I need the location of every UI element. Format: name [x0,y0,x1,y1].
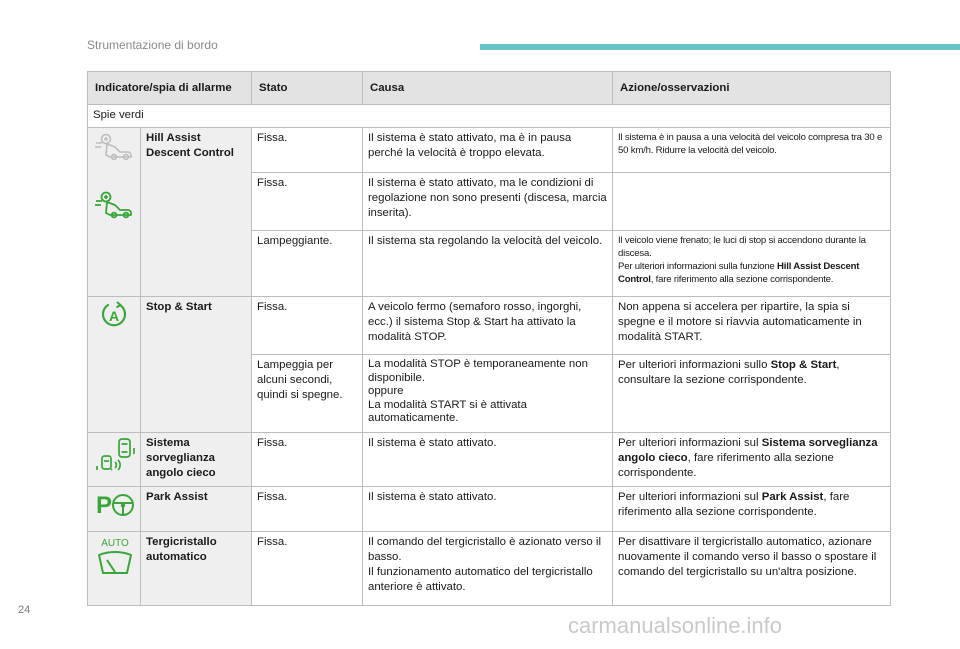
blind-action-text: Per ulteriori informazioni sul [618,437,759,449]
hill-descent-icon [93,131,135,161]
park-action-bold: Park Assist [761,491,824,503]
hill-r3-action-tail: , fare riferimento alla sezione corrispondente. [650,274,834,285]
stop-r2-cause [363,355,613,433]
hill-r1-cause: Il sistema è stato attivato, ma è in pausa perché la velocità è troppo elevata. [363,128,613,173]
wiper-state: Fissa. [252,532,363,606]
hill-r3-state: Lampeggiante. [252,231,363,297]
table-row [88,128,891,173]
park-action-text: Per ulteriori informazioni sul [618,491,759,503]
wiper-cause [363,532,613,606]
hill-r3-cause: Il sistema sta regolando la velocità del veicolo. [363,231,613,297]
blind-name: Sistema sorveglianza angolo cieco [141,433,252,487]
header-indicator: Indicatore/spia di allarme [88,72,252,105]
wiper-cause-line1: Il comando del tergicristallo è azionato verso il basso. [368,536,601,563]
hill-r3-action-line2 [618,260,885,286]
stop-r2-state: Lampeggia per alcuni secondi, quindi si spegne. [252,355,363,433]
auto-wiper-icon-label: AUTO [101,538,129,549]
group-label: Spie verdi [88,105,891,128]
stop-r1-cause: A veicolo fermo (semaforo rosso, ingorghi, ecc.) il sistema Stop & Start ha attivato la modalità STOP. [363,297,613,355]
stop-r2-action-tail: , consultare la sezione corrispondente. [618,359,840,386]
hill-r2-cause: Il sistema è stato attivato, ma le condizioni di regolazione non sono presenti (discesa, marcia inserita). [363,173,613,231]
park-assist-icon [93,490,135,520]
hill-r1-action: Il sistema è in pausa a una velocità del veicolo compresa tra 30 e 50 km/h. Ridurre la velocità del veicolo. [613,128,891,173]
park-action-tail: , fare riferimento alla sezione corrispondente. [618,491,850,518]
stop-r2-action-text: Per ulteriori informazioni sullo [618,359,768,371]
hill-name: Hill Assist Descent Control [141,128,252,297]
blind-action-tail: , fare riferimento alla sezione corrispondente. [618,452,834,479]
header-action: Azione/osservazioni [613,72,891,105]
svg-text:A: A [108,308,120,324]
park-name: Park Assist [141,487,252,532]
blind-state: Fissa. [252,433,363,487]
section-title: Strumentazione di bordo [87,38,218,52]
table-row [88,297,891,355]
table-header-row [88,72,891,105]
blind-cause: Il sistema è stato attivato. [363,433,613,487]
wiper-cause-line2: Il funzionamento automatico del tergicristallo anteriore è attivato. [368,566,593,593]
blind-action [613,433,891,487]
table-row [88,487,891,532]
stop-start-icon [93,300,135,330]
blind-spot-icon [93,436,135,474]
header-cause: Causa [363,72,613,105]
hill-descent-active-icon [93,189,135,219]
stop-r2-action-bold: Stop & Start [770,359,837,371]
park-icon-cell [88,487,141,532]
stop-r1-action: Non appena si accelera per ripartire, la spia si spegne e il motore si riavvia automaticamente in modalità START. [613,297,891,355]
blind-action-bold: Sistema sorveglianza angolo cieco [618,437,878,464]
warning-lights-table [87,71,891,606]
stop-r2-cause-line3: La modalità START si è attivata automaticamente. [368,398,527,424]
stop-name: Stop & Start [141,297,252,433]
header-accent-bar [480,44,960,50]
hill-r3-action [613,231,891,297]
stop-r2-cause-line1: La modalità STOP è temporaneamente non disponibile. [368,358,588,384]
park-action [613,487,891,532]
hill-r3-action-text: Per ulteriori informazioni sulla funzione [618,261,775,272]
group-row [88,105,891,128]
wiper-icon-cell [88,532,141,606]
svg-text:P: P [96,492,113,519]
wiper-name: Tergicristallo automatico [141,532,252,606]
table-row [88,433,891,487]
hill-r2-state: Fissa. [252,173,363,231]
stop-r1-state: Fissa. [252,297,363,355]
hill-r3-action-bold: Hill Assist Descent Control [618,261,860,285]
park-state: Fissa. [252,487,363,532]
page-number: 24 [18,604,31,616]
table-row [88,532,891,606]
hill-r3-action-line1: Il veicolo viene frenato; le luci di stop si accendono durante la discesa. [618,235,866,259]
blind-icon-cell [88,433,141,487]
wiper-action: Per disattivare il tergicristallo automatico, azionare nuovamente il comando verso il basso o spostare il comando del tergicristallo su un'altra posizione. [613,532,891,606]
auto-wiper-icon [93,535,135,579]
stop-r2-action [613,355,891,433]
watermark: carmanualsonline.info [568,613,783,638]
hill-r1-state: Fissa. [252,128,363,173]
hill-icon-cell [88,128,141,297]
header-state: Stato [252,72,363,105]
park-cause: Il sistema è stato attivato. [363,487,613,532]
stop-icon-cell [88,297,141,433]
stop-r2-cause-line2: oppure [368,385,404,397]
hill-r2-action [613,173,891,231]
